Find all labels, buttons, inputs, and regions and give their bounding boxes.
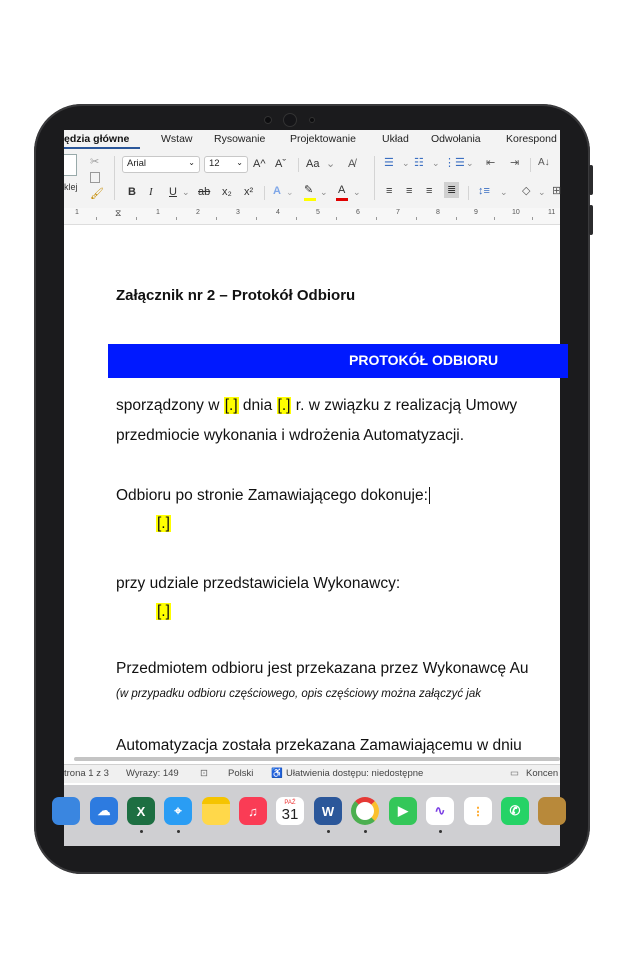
- bold-button[interactable]: B: [128, 186, 136, 198]
- chevron-down-icon[interactable]: ⌄: [353, 187, 361, 197]
- paragraph-line: Automatyzacja została przekazana Zamawiającemu w dniu: [116, 737, 522, 754]
- word-window: [64, 130, 560, 846]
- chevron-down-icon[interactable]: ⌄: [286, 187, 294, 197]
- placeholder-field[interactable]: [.]: [157, 515, 170, 532]
- page-count[interactable]: trona 1 z 3: [64, 768, 109, 779]
- music-app-icon[interactable]: ♫: [239, 797, 267, 825]
- tab-draw[interactable]: Rysowanie: [214, 133, 266, 145]
- tab-references[interactable]: Odwołania: [431, 133, 481, 145]
- sort-icon[interactable]: A↓: [538, 157, 550, 168]
- scrollbar-thumb[interactable]: [74, 757, 560, 761]
- ruler-tick: [296, 217, 297, 220]
- font-name-select[interactable]: [122, 156, 200, 173]
- volume-up-button: [589, 165, 593, 195]
- excel-app-icon[interactable]: X: [127, 797, 155, 825]
- separator: [298, 158, 299, 172]
- finder-app-icon[interactable]: [52, 797, 80, 825]
- ruler-number: 1: [156, 209, 160, 216]
- camera-cluster: [262, 110, 322, 130]
- freeform-app-icon[interactable]: ∿: [426, 797, 454, 825]
- text-run: sporządzony w: [116, 397, 224, 414]
- proofing-icon[interactable]: ⊡: [200, 768, 208, 779]
- font-name-value: Arial: [127, 158, 147, 169]
- focus-icon[interactable]: ▭: [510, 768, 519, 779]
- paragraph-note: (w przypadku odbioru częściowego, opis częściowy można załączyć jak: [116, 688, 481, 700]
- ruler-number: 2: [196, 209, 200, 216]
- running-indicator: [439, 830, 442, 833]
- ribbon-tabs: [64, 130, 560, 150]
- calendar-month: PAŹ: [284, 799, 296, 806]
- camera-icon: [283, 113, 297, 127]
- underline-button[interactable]: U: [169, 186, 177, 198]
- placeholder-field[interactable]: [.]: [277, 397, 291, 414]
- paragraph-line: [116, 487, 430, 505]
- ruler-tick: [256, 217, 257, 220]
- word-app-icon[interactable]: W: [314, 797, 342, 825]
- ruler-tick: [494, 217, 495, 220]
- highlight-color-bar: [304, 198, 316, 201]
- ruler-tick: [456, 217, 457, 220]
- increase-indent-icon[interactable]: ⇥: [510, 157, 520, 169]
- chevron-down-icon[interactable]: ⌄: [182, 187, 190, 197]
- decrease-indent-icon[interactable]: ⇤: [486, 157, 496, 169]
- reminders-app-icon[interactable]: ⋮: [464, 797, 492, 825]
- ribbon-toolbar: [64, 150, 560, 209]
- font-size-value: 12: [209, 158, 220, 169]
- grow-font-button[interactable]: A^: [253, 158, 266, 170]
- chevron-down-icon[interactable]: ⌄: [402, 158, 410, 168]
- shrink-font-button[interactable]: Aˇ: [275, 158, 286, 170]
- app-icon[interactable]: [538, 797, 566, 825]
- horizontal-scrollbar[interactable]: [64, 756, 560, 762]
- shading-icon[interactable]: ◇: [522, 185, 531, 197]
- superscript-button[interactable]: x²: [244, 186, 254, 198]
- tab-design[interactable]: Projektowanie: [290, 133, 356, 145]
- copy-icon[interactable]: [90, 172, 100, 183]
- paragraph-line: przy udziale przedstawiciela Wykonawcy:: [116, 575, 401, 592]
- justify-icon[interactable]: ≣: [444, 182, 459, 198]
- accessibility-icon[interactable]: ♿: [271, 768, 283, 779]
- title-banner: [108, 344, 568, 378]
- tab-home[interactable]: ędzia główne: [64, 133, 130, 145]
- chrome-app-icon[interactable]: [351, 797, 379, 825]
- separator: [374, 156, 375, 200]
- ruler-number: 1: [75, 209, 79, 216]
- paragraph-line: przedmiocie wykonania i wdrożenia Automatyzacji.: [116, 427, 465, 444]
- ruler-number: 11: [548, 209, 556, 216]
- highlight-icon[interactable]: ✎: [304, 184, 314, 196]
- active-tab-indicator: [64, 147, 140, 149]
- word-count[interactable]: Wyrazy: 149: [126, 768, 179, 779]
- document-heading: Załącznik nr 2 – Protokół Odbioru: [116, 287, 356, 304]
- banner-title: PROTOKÓŁ ODBIORU: [349, 352, 499, 368]
- placeholder-field[interactable]: [.]: [157, 603, 170, 620]
- running-indicator: [177, 830, 180, 833]
- chevron-down-icon[interactable]: ⌄: [326, 158, 336, 170]
- status-bar: [64, 764, 560, 783]
- cut-icon[interactable]: ✂: [90, 156, 100, 168]
- language-label[interactable]: Polski: [228, 768, 254, 779]
- whatsapp-app-icon[interactable]: ✆: [501, 797, 529, 825]
- dock: [64, 785, 560, 846]
- running-indicator: [327, 830, 330, 833]
- ruler-tick: [376, 217, 377, 220]
- running-indicator: [140, 830, 143, 833]
- font-size-select[interactable]: [204, 156, 248, 173]
- ruler-tick: [96, 217, 97, 220]
- ruler-tick: [136, 217, 137, 220]
- sensor-icon: [264, 116, 272, 124]
- ruler-number: 8: [436, 209, 440, 216]
- placeholder-line: [156, 515, 171, 533]
- ruler-number: 3: [236, 209, 240, 216]
- placeholder-line: [156, 603, 171, 621]
- chevron-down-icon[interactable]: ⌄: [466, 158, 474, 168]
- align-left-icon[interactable]: ≡: [386, 185, 393, 197]
- text-run: dnia: [238, 397, 277, 414]
- horizontal-ruler[interactable]: [64, 208, 560, 225]
- text-run: r. w związku z realizacją Umowy: [291, 397, 518, 414]
- document-page[interactable]: [64, 225, 560, 763]
- calendar-day: 31: [281, 805, 299, 823]
- paste-label[interactable]: klej: [64, 182, 78, 192]
- chevron-down-icon[interactable]: ⌄: [538, 187, 546, 197]
- volume-down-button: [589, 205, 593, 235]
- bullets-icon[interactable]: ☰: [384, 157, 394, 169]
- ruler-number: 4: [276, 209, 280, 216]
- safari-app-icon[interactable]: ⌖: [164, 797, 192, 825]
- chevron-down-icon[interactable]: ⌄: [320, 187, 328, 197]
- tab-mailings[interactable]: Korespond: [506, 133, 557, 145]
- focus-mode[interactable]: Koncen: [526, 768, 559, 779]
- change-case-button[interactable]: Aa: [306, 158, 320, 170]
- ruler-tick: [336, 217, 337, 220]
- borders-icon[interactable]: ⊞: [552, 185, 562, 197]
- facetime-app-icon[interactable]: ▶: [389, 797, 417, 825]
- chevron-down-icon[interactable]: ⌄: [432, 158, 440, 168]
- text-cursor: [429, 487, 430, 504]
- ruler-number: 5: [316, 209, 320, 216]
- weather-app-icon[interactable]: ☁: [90, 797, 118, 825]
- separator: [530, 158, 531, 172]
- ruler-tick: [416, 217, 417, 220]
- ruler-number: 6: [356, 209, 360, 216]
- ruler-number: 10: [512, 209, 520, 216]
- ruler-tick: [176, 217, 177, 220]
- separator: [468, 186, 469, 200]
- tab-insert[interactable]: Wstaw: [161, 133, 193, 145]
- numbering-icon[interactable]: ☷: [414, 157, 424, 169]
- ruler-tick: [532, 217, 533, 220]
- ruler-tick: [216, 217, 217, 220]
- ruler-number: 7: [396, 209, 400, 216]
- clear-formatting-icon[interactable]: A̸: [348, 158, 356, 170]
- text-run: Odbioru po stronie Zamawiającego dokonuje:: [116, 487, 428, 504]
- italic-button[interactable]: I: [149, 186, 153, 198]
- separator: [114, 156, 115, 200]
- paragraph-line: Przedmiotem odbioru jest przekazana przez Wykonawcę Au: [116, 660, 529, 677]
- align-right-icon[interactable]: ≡: [426, 185, 433, 197]
- placeholder-field[interactable]: [.]: [224, 397, 238, 414]
- separator: [264, 186, 265, 200]
- font-color-icon[interactable]: A: [338, 184, 346, 196]
- running-indicator: [364, 830, 367, 833]
- indent-marker-icon[interactable]: ⧖: [115, 208, 122, 218]
- format-painter-icon[interactable]: 🖌: [90, 188, 104, 200]
- line-spacing-icon[interactable]: ↕≡: [478, 185, 490, 197]
- strikethrough-button[interactable]: ab: [198, 186, 211, 198]
- tab-layout[interactable]: Układ: [382, 133, 409, 145]
- text-effects-icon[interactable]: A: [273, 185, 281, 197]
- subscript-button[interactable]: x₂: [222, 186, 232, 198]
- paste-icon[interactable]: [64, 154, 77, 176]
- chevron-down-icon[interactable]: ⌄: [500, 187, 508, 197]
- paragraph-line: [116, 397, 517, 415]
- chevron-down-icon: ⌄: [236, 158, 243, 167]
- align-center-icon[interactable]: ≡: [406, 185, 413, 197]
- calendar-app-icon[interactable]: [276, 797, 304, 825]
- multilevel-list-icon[interactable]: ⋮☰: [444, 157, 465, 169]
- chevron-down-icon: ⌄: [188, 158, 195, 167]
- ruler-number: 9: [474, 209, 478, 216]
- notes-app-icon[interactable]: [202, 797, 230, 825]
- light-sensor-icon: [309, 117, 315, 123]
- font-color-bar: [336, 198, 348, 201]
- accessibility-status[interactable]: Ułatwienia dostępu: niedostępne: [286, 768, 424, 779]
